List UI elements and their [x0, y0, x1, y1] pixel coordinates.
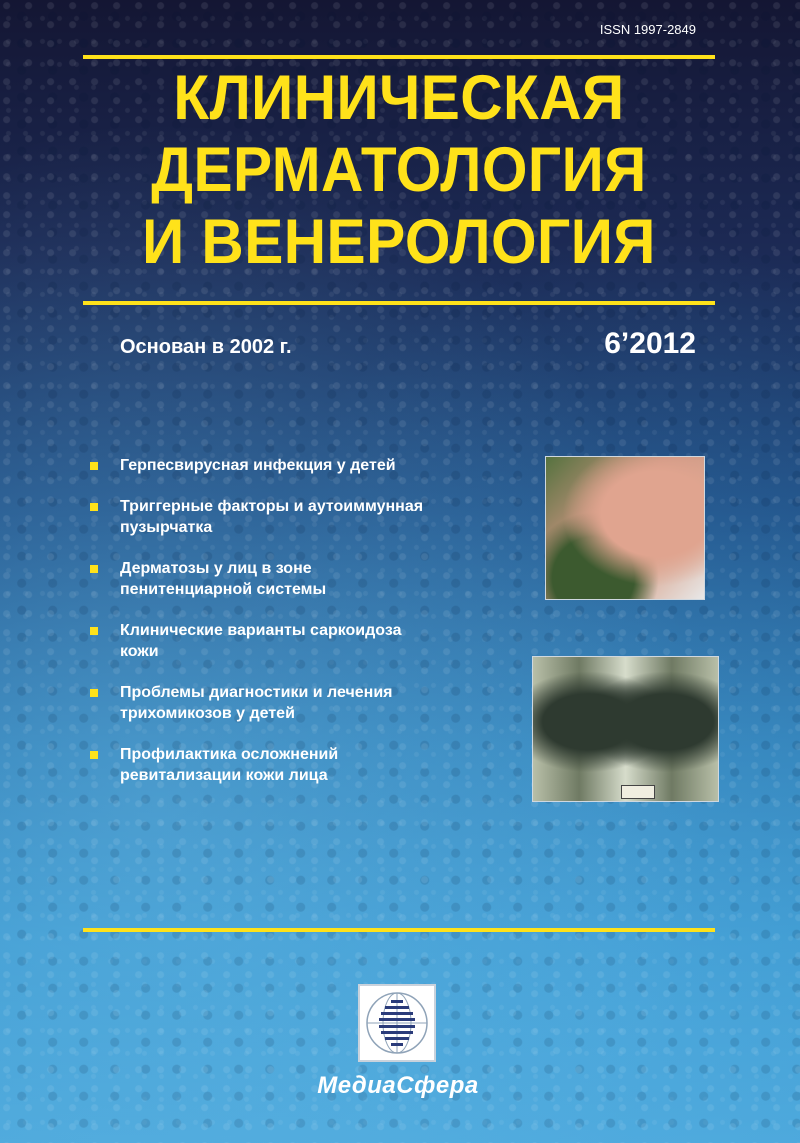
journal-title — [105, 62, 693, 278]
contents-item-line1: Проблемы диагностики и лечения — [120, 684, 393, 701]
chest-xray-photo — [532, 656, 719, 802]
title-divider — [83, 301, 715, 305]
contents-item — [90, 620, 490, 662]
title-line-2: ДЕРМАТОЛОГИЯ — [151, 135, 647, 205]
contents-item — [90, 744, 490, 786]
contents-item — [90, 496, 490, 538]
contents-item-line2: пузырчатка — [120, 519, 213, 536]
contents-item-line1: Профилактика осложнений — [120, 746, 339, 763]
face-skin-photo — [545, 456, 705, 600]
contents-item-line1: Дерматозы у лиц в зоне — [120, 560, 312, 577]
xray-label-tag — [621, 785, 655, 799]
contents-item-line2: ревитализации кожи лица — [120, 767, 328, 784]
contents-item-line1: Клинические варианты саркоидоза — [120, 622, 402, 639]
contents-item-line2: пенитенциарной системы — [120, 581, 327, 598]
title-line-1: КЛИНИЧЕСКАЯ — [173, 63, 625, 133]
contents-item — [90, 558, 490, 600]
contents-item-line1: Триггерные факторы и аутоиммунная — [120, 498, 424, 515]
issue-number: 6’2012 — [604, 327, 696, 360]
contents-list — [90, 455, 490, 806]
top-divider — [83, 55, 715, 59]
contents-item — [90, 455, 490, 476]
issn-number: ISSN 1997-2849 — [599, 22, 696, 37]
founded-year: Основан в 2002 г. — [120, 336, 292, 358]
contents-item-line2: кожи — [120, 643, 159, 660]
mediasphera-logo-icon — [358, 984, 436, 1062]
contents-item — [90, 682, 490, 724]
contents-item-line1: Герпесвирусная инфекция у детей — [120, 457, 396, 474]
title-line-3: И ВЕНЕРОЛОГИЯ — [142, 207, 656, 277]
publisher-name: МедиаСфера — [317, 1072, 479, 1099]
bottom-divider — [83, 928, 715, 932]
contents-item-line2: трихомикозов у детей — [120, 705, 295, 722]
